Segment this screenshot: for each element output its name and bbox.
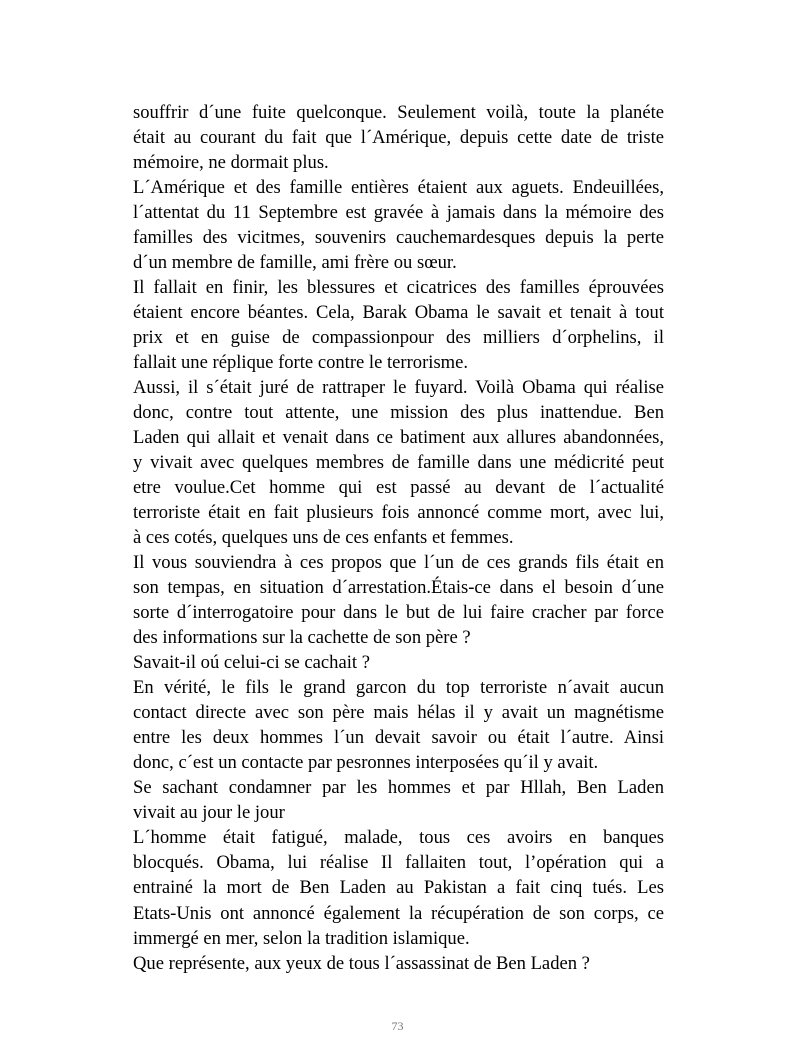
paragraph xyxy=(133,675,664,775)
text-line: des informations sur la cachette de son père ? xyxy=(133,627,471,649)
text-line: sorte d´interrogatoire pour dans le but de lui faire cracher par force xyxy=(133,602,664,624)
text-line: Il vous souviendra à ces propos que l´un de ces grands fils était en xyxy=(133,552,664,574)
body-text xyxy=(133,100,664,976)
text-line: Il fallait en finir, les blessures et cicatrices des familles éprouvées xyxy=(133,277,664,299)
text-line: vivait au jour le jour xyxy=(133,802,285,824)
text-line: d´un membre de famille, ami frère ou sœur. xyxy=(133,252,457,274)
text-line: entre les deux hommes l´un devait savoir ou était l´autre. Ainsi xyxy=(133,727,664,749)
text-line: Se sachant condamner par les hommes et par Hllah, Ben Laden xyxy=(133,777,664,799)
paragraph xyxy=(133,650,664,675)
text-line: L´Amérique et des famille entières étaient aux aguets. Endeuillées, xyxy=(133,177,664,199)
paragraph xyxy=(133,175,664,275)
text-line: l´attentat du 11 Septembre est gravée à jamais dans la mémoire des xyxy=(133,202,664,224)
text-line: entrainé la mort de Ben Laden au Pakistan a fait cinq tués. Les xyxy=(133,877,664,899)
paragraph xyxy=(133,275,664,375)
text-line: etre voulue.Cet homme qui est passé au devant de l´actualité xyxy=(133,477,664,499)
text-line: Laden qui allait et venait dans ce batiment aux allures abandonnées, xyxy=(133,427,664,449)
page-number: 73 xyxy=(391,1019,404,1033)
text-line: mémoire, ne dormait plus. xyxy=(133,152,329,174)
paragraph xyxy=(133,951,664,976)
text-line: En vérité, le fils le grand garcon du top terroriste n´avait aucun xyxy=(133,677,664,699)
text-line: prix et en guise de compassionpour des milliers d´orphelins, il xyxy=(133,327,664,349)
text-line: Savait-il oú celui-ci se cachait ? xyxy=(133,652,370,674)
text-line: souffrir d´une fuite quelconque. Seulement voilà, toute la planéte xyxy=(133,102,664,123)
text-line: son tempas, en situation d´arrestation.Étais-ce dans el besoin d´une xyxy=(133,577,664,599)
paragraph xyxy=(133,825,664,950)
text-line: donc, contre tout attente, une mission des plus inattendue. Ben xyxy=(133,402,664,424)
text-line: familles des vicitmes, souvenirs cauchemardesques depuis la perte xyxy=(133,227,664,249)
text-line: était au courant du fait que l´Amérique, depuis cette date de triste xyxy=(133,127,664,149)
text-line: fallait une réplique forte contre le terrorisme. xyxy=(133,352,469,374)
text-line: donc, c´est un contacte par pesronnes interposées qu´il y avait. xyxy=(133,752,599,774)
text-line: étaient encore béantes. Cela, Barak Obama le savait et tenait à tout xyxy=(133,302,664,324)
text-line: Aussi, il s´était juré de rattraper le fuyard. Voilà Obama qui réalise xyxy=(133,377,664,399)
text-line: terroriste était en fait plusieurs fois annoncé comme mort, avec lui, xyxy=(133,502,664,524)
paragraph xyxy=(133,100,664,175)
text-line: y vivait avec quelques membres de famille dans une médicrité peut xyxy=(133,452,664,474)
text-line: contact directe avec son père mais hélas il y avait un magnétisme xyxy=(133,702,664,724)
text-line: Que représente, aux yeux de tous l´assassinat de Ben Laden ? xyxy=(133,952,590,974)
paragraph xyxy=(133,775,664,825)
paragraph xyxy=(133,550,664,650)
text-line: immergé en mer, selon la tradition islamique. xyxy=(133,927,470,949)
text-line: Etats-Unis ont annoncé également la récupération de son corps, ce xyxy=(133,902,664,924)
paragraph xyxy=(133,375,664,550)
text-line: L´homme était fatigué, malade, tous ces avoirs en banques xyxy=(133,827,664,849)
text-line: blocqués. Obama, lui réalise Il fallaiten tout, l’opération qui a xyxy=(133,852,664,874)
text-line: à ces cotés, quelques uns de ces enfants et femmes. xyxy=(133,527,514,549)
